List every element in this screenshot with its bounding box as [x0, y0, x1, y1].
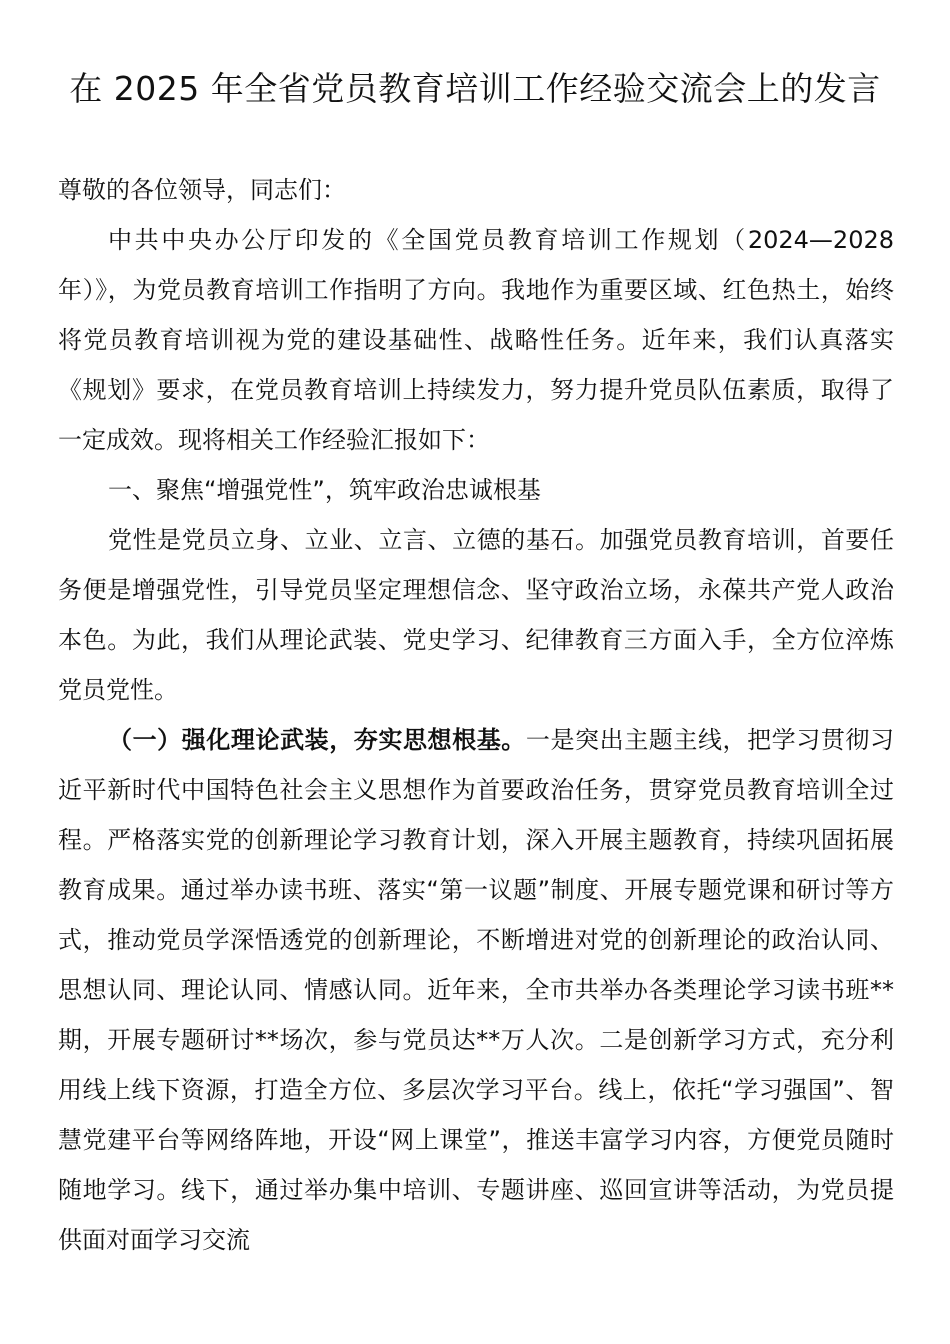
- document-body: [58, 165, 894, 1265]
- subsection-heading: （一）强化理论武装，夯实思想根基。: [108, 726, 526, 754]
- salutation: 尊敬的各位领导，同志们：: [58, 176, 346, 204]
- document-title: 在 2025 年全省党员教育培训工作经验交流会上的发言: [69, 69, 881, 108]
- intro-paragraph: 中共中央办公厅印发的《全国党员教育培训工作规划（2024—2028年）》，为党员教育培训工作指明了方向。我地作为重要区域、红色热土，始终将党员教育培训视为党的建设基础性、战略性任务。近年来，我们认真落实《规划》要求，在党员教育培训上持续发力，努力提升党员队伍素质，取得了一定成效。现将相关工作经验汇报如下：: [58, 226, 894, 454]
- section-heading: 一、聚焦“增强党性”，筑牢政治忠诚根基: [108, 476, 541, 504]
- subsection-text: 一是突出主题主线，把学习贯彻习近平新时代中国特色社会主义思想作为首要政治任务，贯穿党员教育培训全过程。严格落实党的创新理论学习教育计划，深入开展主题教育，持续巩固拓展教育成果。通过举办读书班、落实“第一议题”制度、开展专题党课和研讨等方式，推动党员学深悟透党的创新理论，不断增进对党的创新理论的政治认同、思想认同、理论认同、情感认同。近年来，全市共举办各类理论学习读书班**期，开展专题研讨**场次，参与党员达**万人次。二是创新学习方式，充分利用线上线下资源，打造全方位、多层次学习平台。线上，依托“学习强国”、智慧党建平台等网络阵地，开设“网上课堂”，推送丰富学习内容，方便党员随时随地学习。线下，通过举办集中培训、专题讲座、巡回宣讲等活动，为党员提供面对面学习交流: [58, 726, 895, 1254]
- subsection-paragraph: [58, 715, 894, 1265]
- section-paragraph: 党性是党员立身、立业、立言、立德的基石。加强党员教育培训，首要任务便是增强党性，引导党员坚定理想信念、坚守政治立场，永葆共产党人政治本色。为此，我们从理论武装、党史学习、纪律教育三方面入手，全方位淬炼党员党性。: [58, 526, 894, 704]
